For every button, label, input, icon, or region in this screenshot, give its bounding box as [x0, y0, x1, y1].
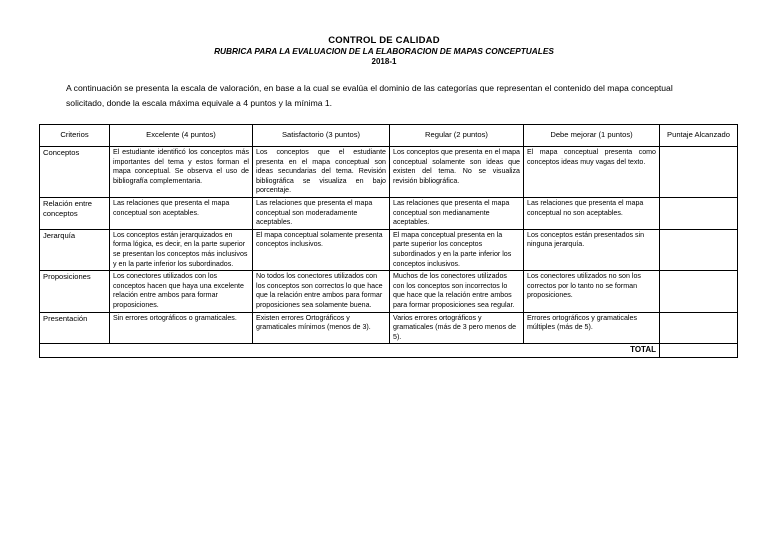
- header-excelente: Excelente (4 puntos): [110, 125, 253, 147]
- intro-paragraph: A continuación se presenta la escala de valoración, en base a la cual se evalúa el dominio de las categorías que representan el contenido del mapa conceptual solicitado, donde la escala máxima equivale a 4 puntos y la mínima 1.: [66, 83, 673, 108]
- criterion-cell: Relación entre conceptos: [40, 197, 110, 229]
- document-title: CONTROL DE CALIDAD: [328, 35, 440, 46]
- score-cell[interactable]: [660, 271, 738, 312]
- table-row: [40, 197, 738, 229]
- table-cell: Las relaciones que presenta el mapa conceptual son moderadamente aceptables.: [253, 197, 390, 229]
- table-cell: Los conceptos están presentados sin ninguna jerarquía.: [524, 229, 660, 270]
- header-criterios: Criterios: [40, 125, 110, 147]
- table-row: [40, 147, 738, 198]
- table-cell: Sin errores ortográficos o gramaticales.: [110, 312, 253, 344]
- table-cell: El estudiante identificó los conceptos más importantes del tema y estos forman el mapa conceptual. Se observa el uso de bibliografía complementaria.: [110, 147, 253, 198]
- criterion-cell: Conceptos: [40, 147, 110, 198]
- table-cell: Los conceptos que el estudiante presenta en el mapa conceptual son ideas secundarias del tema. Revisión bibliográfica se visualiza en bajo porcentaje.: [253, 147, 390, 198]
- table-cell: Los conectores utilizados con los conceptos hacen que haya una excelente relación entre ambos para formar proposiciones.: [110, 271, 253, 312]
- header-satisfactorio: Satisfactorio (3 puntos): [253, 125, 390, 147]
- document-subtitle: RUBRICA PARA LA EVALUACION DE LA ELABORACION DE MAPAS CONCEPTUALES: [214, 46, 554, 56]
- table-cell: Varios errores ortográficos y gramaticales (más de 3 pero menos de 5).: [390, 312, 524, 344]
- header-puntaje: Puntaje Alcanzado: [660, 125, 738, 147]
- table-cell: El mapa conceptual presenta como conceptos ideas muy vagas del texto.: [524, 147, 660, 198]
- criterion-cell: Jerarquía: [40, 229, 110, 270]
- document-term: 2018-1: [371, 57, 397, 66]
- table-cell: Las relaciones que presenta el mapa conceptual no son aceptables.: [524, 197, 660, 229]
- table-row: [40, 271, 738, 312]
- total-row: [40, 344, 738, 358]
- score-cell[interactable]: [660, 312, 738, 344]
- table-cell: Los conectores utilizados no son los correctos por lo tanto no se forman proposiciones.: [524, 271, 660, 312]
- total-label: TOTAL: [40, 344, 660, 358]
- table-cell: El mapa conceptual presenta en la parte superior los conceptos subordinados y en la parte inferior los conceptos inclusivos.: [390, 229, 524, 270]
- table-cell: El mapa conceptual solamente presenta conceptos inclusivos.: [253, 229, 390, 270]
- header-debe-mejorar: Debe mejorar (1 puntos): [524, 125, 660, 147]
- criterion-cell: Proposiciones: [40, 271, 110, 312]
- criterion-cell: Presentación: [40, 312, 110, 344]
- table-cell: No todos los conectores utilizados con los conceptos son correctos lo que hace que la relación entre ambos para formar proposiciones sea solamente buena.: [253, 271, 390, 312]
- rubric-table: [39, 124, 738, 358]
- header-regular: Regular (2 puntos): [390, 125, 524, 147]
- table-header-row: [40, 125, 738, 147]
- score-cell[interactable]: [660, 147, 738, 198]
- total-score-cell[interactable]: [660, 344, 738, 358]
- table-row: [40, 312, 738, 344]
- table-cell: Muchos de los conectores utilizados con los conceptos son incorrectos lo que hace que la relación entre ambos para formar proposiciones sea regular.: [390, 271, 524, 312]
- table-row: [40, 229, 738, 270]
- score-cell[interactable]: [660, 229, 738, 270]
- score-cell[interactable]: [660, 197, 738, 229]
- table-cell: Existen errores Ortográficos y gramaticales mínimos (menos de 3).: [253, 312, 390, 344]
- table-cell: Los conceptos están jerarquizados en forma lógica, es decir, en la parte superior se presentan los conceptos más inclusivos y en la parte inferior los subordinados.: [110, 229, 253, 270]
- table-cell: Las relaciones que presenta el mapa conceptual son aceptables.: [110, 197, 253, 229]
- table-cell: Errores ortográficos y gramaticales múltiples (más de 5).: [524, 312, 660, 344]
- table-cell: Los conceptos que presenta en el mapa conceptual solamente son ideas que existen del tema. No se visualiza revisión bibliográfica.: [390, 147, 524, 198]
- table-cell: Las relaciones que presenta el mapa conceptual son medianamente aceptables.: [390, 197, 524, 229]
